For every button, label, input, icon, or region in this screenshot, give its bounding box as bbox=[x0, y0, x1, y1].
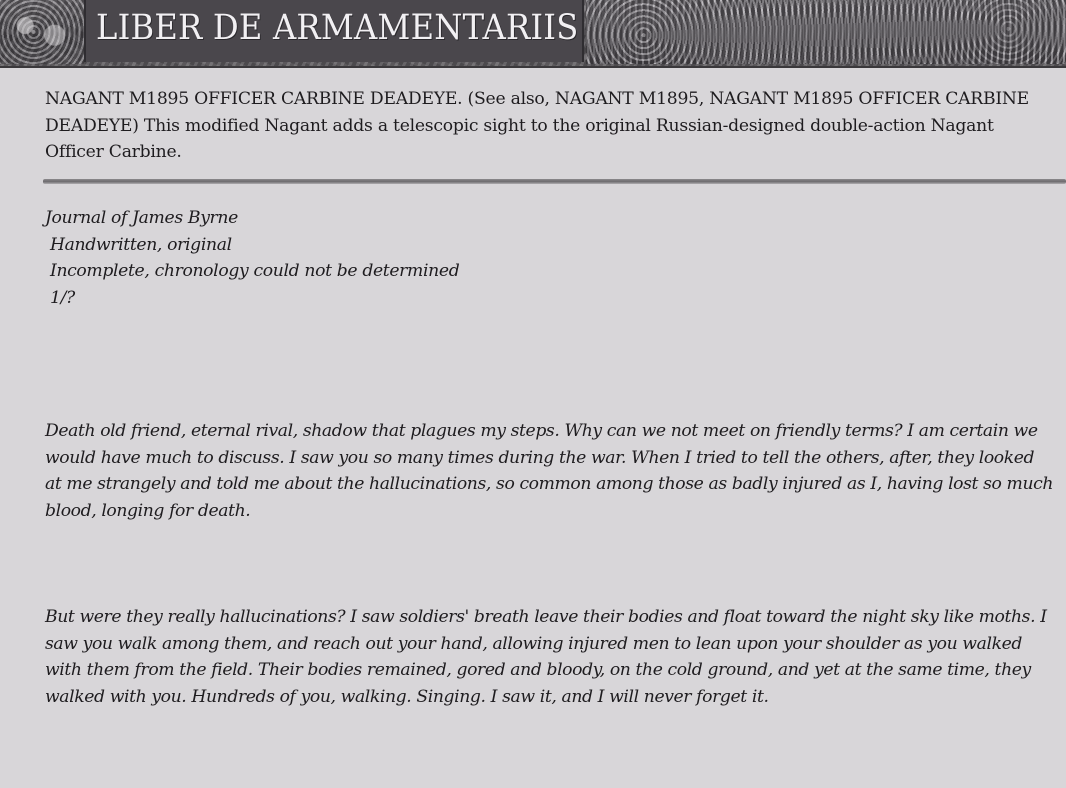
journal-meta-source: Handwritten, original bbox=[50, 234, 232, 255]
ornament-right-decoration bbox=[586, 0, 1066, 64]
journal-meta-page: 1/? bbox=[50, 287, 75, 308]
section-divider bbox=[43, 179, 1066, 184]
entry-summary: NAGANT M1895 OFFICER CARBINE DEADEYE. (See also, NAGANT M1895, NAGANT M1895 OFFICER CARBINE DEADEYE) This modified Nagant adds a telescopic sight to the original Russian-designed double-action Nagant Officer Carbine. bbox=[45, 89, 1029, 162]
journal-title: Journal of James Byrne bbox=[45, 208, 238, 228]
journal-header bbox=[45, 205, 1055, 311]
title-plate bbox=[84, 0, 584, 62]
journal-meta-status: Incomplete, chronology could not be determined bbox=[50, 261, 460, 281]
header-banner bbox=[0, 0, 1066, 68]
ornament-left-decoration bbox=[0, 0, 84, 64]
journal-paragraph: Death old friend, eternal rival, shadow that plagues my steps. Why can we not meet on friendly terms? I am certain we would have much to discuss. I saw you so many times during the war. When I tried to tell the others, after, they looked at me strangely and told me about the hallucinations, so common among those as badly injured as I, having lost so much blood, longing for death. bbox=[45, 421, 1054, 521]
page-title: LIBER DE ARMAMENTARIIS bbox=[96, 8, 579, 48]
journal-paragraph: But were they really hallucinations? I saw soldiers' breath leave their bodies and float toward the night sky like moths. I saw you walk among them, and reach out your hand, allowing injured men to lean upon your shoulder as you walked with them from the field. Their bodies remained, gored and bloody, on the cold ground, and yet at the same time, they walked with you. Hundreds of you, walking. Singing. I saw it, and I will never forget it. bbox=[45, 607, 1047, 707]
